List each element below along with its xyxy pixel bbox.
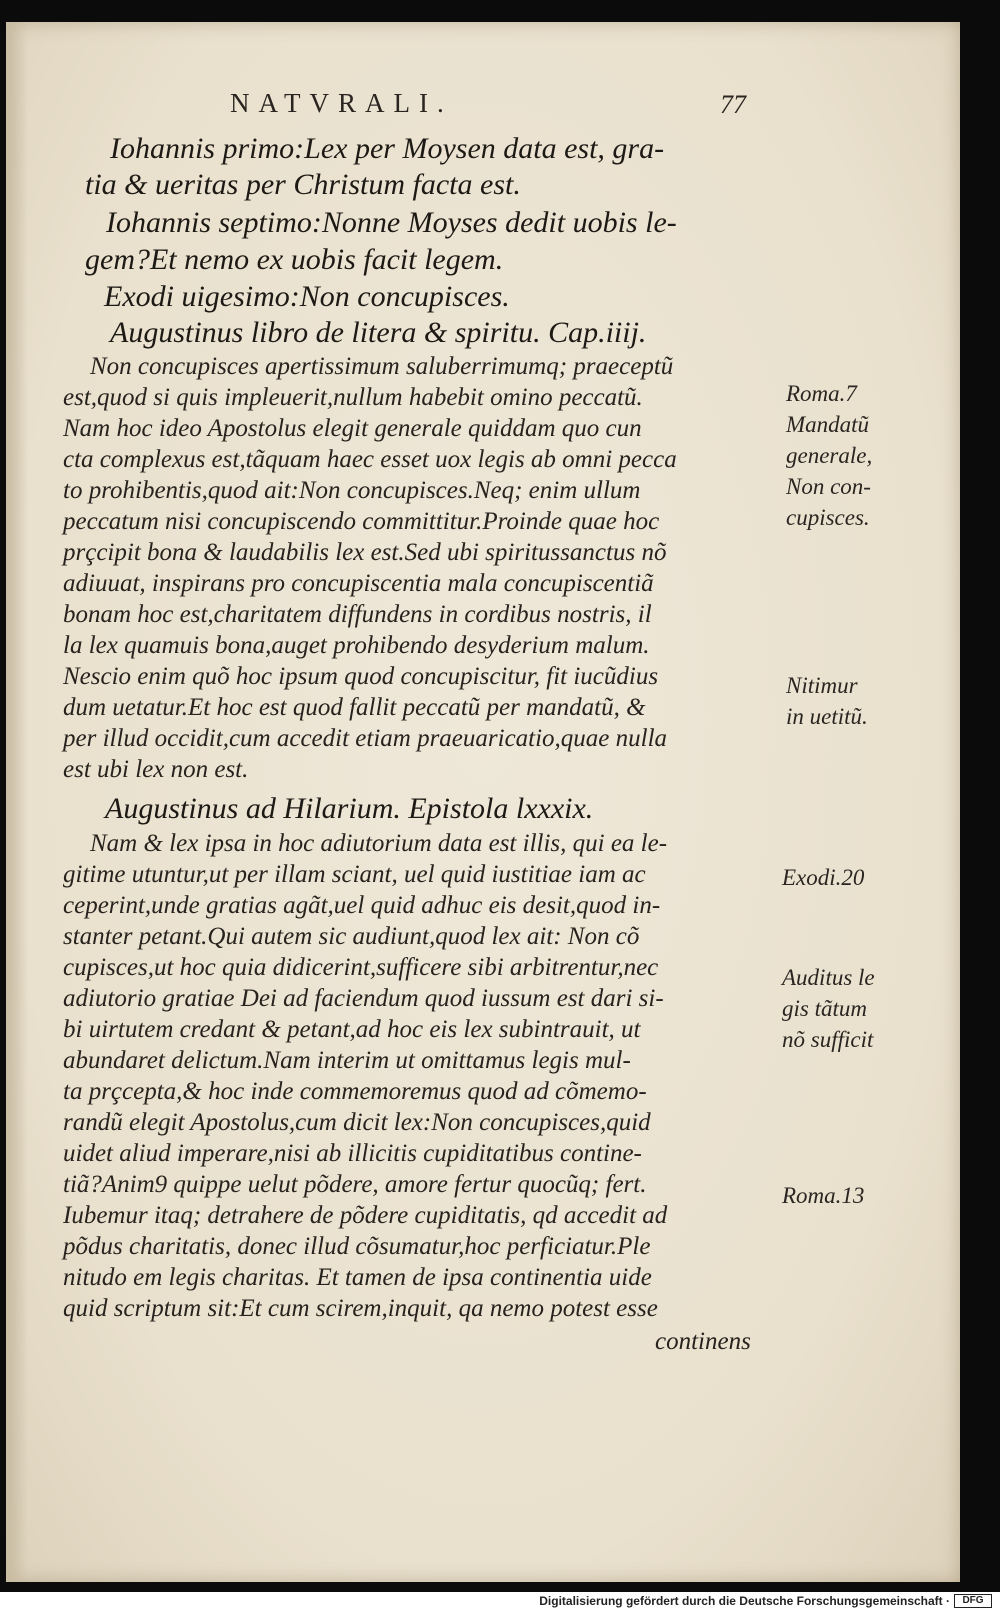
text-line: cupisces,ut hoc quia didicerint,sufficere sibi arbitrentur,nec <box>63 954 659 981</box>
text-line: nitudo em legis charitas. Et tamen de ipsa continentia uide <box>63 1264 652 1291</box>
text-line: Iohannis primo:Lex per Moysen data est, gra- <box>110 132 665 165</box>
margin-note <box>786 378 872 533</box>
text-line: peccatum nisi concupiscendo committitur.Proinde quae hoc <box>63 508 660 535</box>
margin-note-line: generale, <box>786 443 873 468</box>
text-line: adiutorio gratiae Dei ad faciendum quod iussum est dari si- <box>63 985 664 1012</box>
margin-note-line: Auditus le <box>782 965 875 990</box>
text-line: põdus charitatis, donec illud cõsumatur,hoc perficiatur.Ple <box>63 1233 651 1260</box>
dfg-logo: DFG <box>954 1594 992 1608</box>
text-line: Nescio enim quõ hoc ipsum quod concupiscitur, fit iucũdius <box>63 663 659 690</box>
text-line: tiã?Anim9 quippe uelut põdere, amore fertur quocũq; fert. <box>63 1171 647 1198</box>
catchword: continens <box>655 1328 751 1355</box>
text-line: randũ elegit Apostolus,cum dicit lex:Non concupisces,quid <box>63 1109 651 1136</box>
margin-note-line: Nitimur <box>786 673 858 698</box>
text-line: dum uetatur.Et hoc est quod fallit peccatũ per mandatũ, & <box>63 694 646 721</box>
text-line: est ubi lex non est. <box>63 756 249 783</box>
text-line: tia & ueritas per Christum facta est. <box>85 168 521 201</box>
text-line: cta complexus est,tãquam haec esset uox legis ab omni pecca <box>63 446 677 473</box>
text-line: to prohibentis,quod ait:Non concupisces.Neq; enim ullum <box>63 477 641 504</box>
margin-note-line: Non con- <box>786 474 871 499</box>
margin-note <box>782 1180 864 1211</box>
margin-note-line: cupisces. <box>786 505 870 530</box>
text-line: ceperint,unde gratias agãt,uel quid adhuc eis desit,quod in- <box>63 892 661 919</box>
margin-note-line: Roma.7 <box>786 381 857 406</box>
margin-note <box>782 862 864 893</box>
text-line: prçcipit bona & laudabilis lex est.Sed ubi spiritussanctus nõ <box>63 539 667 566</box>
text-line: uidet aliud imperare,nisi ab illicitis cupiditatibus contine- <box>63 1140 642 1167</box>
margin-note-line: in uetitũ. <box>786 704 868 729</box>
text-line: Non concupisces apertissimum saluberrimumq; praeceptũ <box>90 353 674 380</box>
funding-credit: Digitalisierung gefördert durch die Deutsche Forschungsgemeinschaft · <box>539 1594 950 1608</box>
text-line: Iohannis septimo:Nonne Moyses dedit uobis le- <box>106 206 677 239</box>
text-line: Nam & lex ipsa in hoc adiutorium data est illis, qui ea le- <box>90 830 668 857</box>
text-line: est,quod si quis impleuerit,nullum habebit omino peccatũ. <box>63 384 643 411</box>
text-line: gitime utuntur,ut per illam sciant, uel quid iustitiae iam ac <box>63 861 646 888</box>
text-line: per illud occidit,cum accedit etiam praeuaricatio,quae nulla <box>63 725 668 752</box>
text-line: adiuuat, inspirans pro concupiscentia mala concupiscentiã <box>63 570 654 597</box>
text-line: stanter petant.Qui autem sic audiunt,quod lex ait: Non cõ <box>63 923 640 950</box>
running-head: NATVRALI. <box>230 88 453 118</box>
text-line: Nam hoc ideo Apostolus elegit generale quiddam quo cun <box>63 415 642 442</box>
page-number: 77 <box>720 90 746 119</box>
section-heading: Augustinus ad Hilarium. Epistola lxxxix. <box>105 792 594 825</box>
text-line: bonam hoc est,charitatem diffundens in cordibus nostris, il <box>63 601 652 628</box>
margin-note-line: gis tãtum <box>782 996 867 1021</box>
margin-note <box>786 670 868 732</box>
text-line: bi uirtutem credant & petant,ad hoc eis lex subintrauit, ut <box>63 1016 641 1043</box>
text-line: Iubemur itaq; detrahere de põdere cupiditatis, qd accedit ad <box>63 1202 668 1229</box>
text-line: ta prçcepta,& hoc inde commemoremus quod ad cõmemo- <box>63 1078 647 1105</box>
text-line: Exodi uigesimo:Non concupisces. <box>104 280 510 313</box>
margin-note <box>782 962 875 1055</box>
text-line: gem?Et nemo ex uobis facit legem. <box>85 243 504 276</box>
section-heading: Augustinus libro de litera & spiritu. Cap.iiij. <box>110 316 647 349</box>
text-line: la lex quamuis bona,auget prohibendo desyderium malum. <box>63 632 650 659</box>
margin-note-line: Roma.13 <box>782 1183 865 1208</box>
page-gutter-shadow <box>6 22 28 1582</box>
margin-note-line: Exodi.20 <box>782 865 865 890</box>
margin-note-line: Mandatũ <box>786 412 870 437</box>
text-line: quid scriptum sit:Et cum scirem,inquit, qa nemo potest esse <box>63 1295 658 1322</box>
margin-note-line: nõ sufficit <box>782 1027 874 1052</box>
text-line: abundaret delictum.Nam interim ut omittamus legis mul- <box>63 1047 631 1074</box>
